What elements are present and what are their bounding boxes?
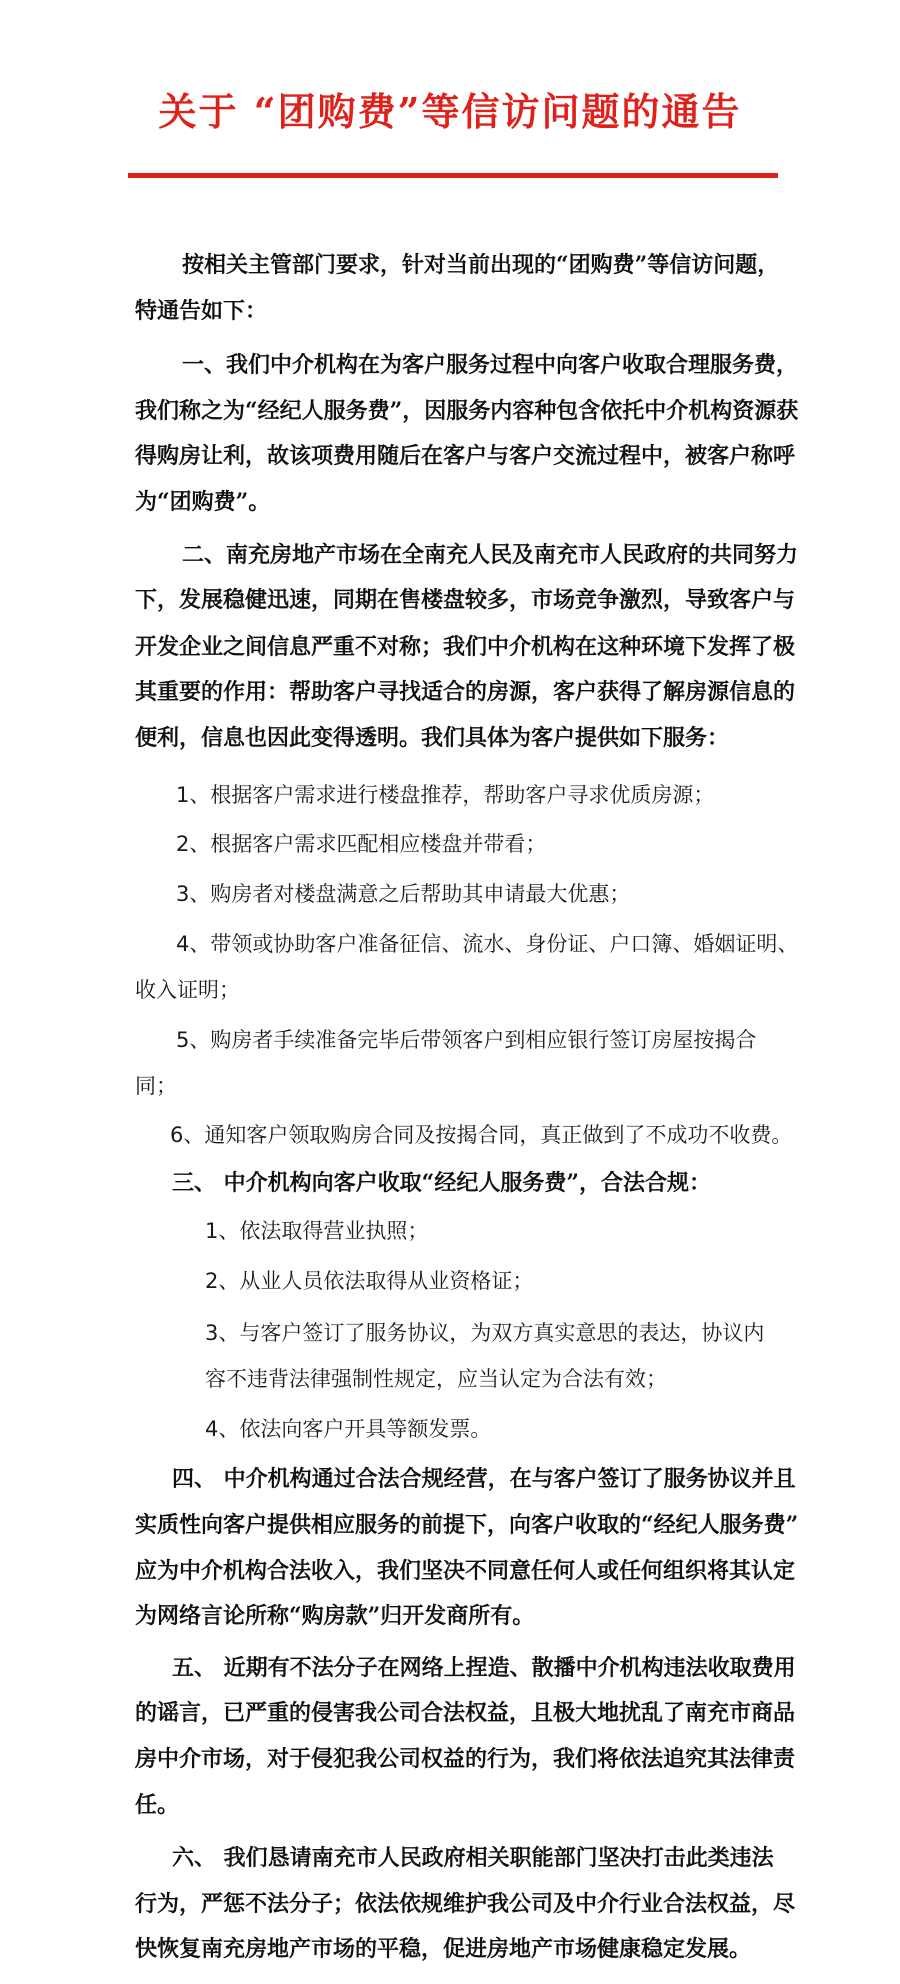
document-line: 一、我们中介机构在为客户服务过程中向客户收取合理服务费， <box>182 352 799 378</box>
document-line: 1、根据客户需求进行楼盘推荐，帮助客户寻求优质房源； <box>176 783 715 807</box>
document-line: 应为中介机构合法收入，我们坚决不同意任何人或任何组织将其认定 <box>135 1558 796 1584</box>
document-line: 同； <box>135 1074 177 1098</box>
document-line: 六、 我们恳请南充市人民政府相关职能部门坚决打击此类违法 <box>172 1845 774 1871</box>
document-line: 2、从业人员依法取得从业资格证； <box>205 1269 534 1293</box>
document-line: 容不违背法律强制性规定，应当认定为合法有效； <box>205 1367 667 1391</box>
document-line: 5、购房者手续准备完毕后带领客户到相应银行签订房屋按揭合 <box>176 1028 757 1052</box>
document-line: 2、根据客户需求匹配相应楼盘并带看； <box>176 832 547 856</box>
document-line: 4、带领或协助客户准备征信、流水、身份证、户口簿、婚姻证明、 <box>176 932 799 956</box>
document-line: 得购房让利，故该项费用随后在客户与客户交流过程中，被客户称呼 <box>135 443 796 469</box>
document-line: 三、 中介机构向客户收取“经纪人服务费”，合法合规： <box>172 1170 711 1196</box>
document-line: 3、与客户签订了服务协议，为双方真实意思的表达，协议内 <box>205 1321 765 1345</box>
document-line: 收入证明； <box>135 978 240 1002</box>
document-line: 二、南充房地产市场在全南充人民及南充市人民政府的共同努力 <box>182 542 799 568</box>
document-line: 便利，信息也因此变得透明。我们具体为客户提供如下服务： <box>135 725 730 751</box>
document-line: 4、依法向客户开具等额发票。 <box>205 1417 492 1441</box>
title-divider <box>128 173 778 178</box>
document-line: 行为，严惩不法分子；依法依规维护我公司及中介行业合法权益，尽 <box>135 1891 796 1917</box>
document-line: 开发企业之间信息严重不对称；我们中介机构在这种环境下发挥了极 <box>135 634 796 660</box>
document-line: 快恢复南充房地产市场的平稳，促进房地产市场健康稳定发展。 <box>135 1936 752 1962</box>
document-line: 下，发展稳健迅速，同期在售楼盘较多，市场竞争激烈，导致客户与 <box>135 587 796 613</box>
document-line: 为网络言论所称“购房款”归开发商所有。 <box>135 1603 535 1629</box>
document-line: 为“团购费”。 <box>135 489 271 515</box>
document-line: 特通告如下： <box>135 298 268 324</box>
document-line: 四、 中介机构通过合法合规经营，在与客户签订了服务协议并且 <box>172 1466 796 1492</box>
document-line: 的谣言，已严重的侵害我公司合法权益，且极大地扰乱了南充市商品 <box>135 1700 796 1726</box>
document-line: 3、购房者对楼盘满意之后帮助其申请最大优惠； <box>176 882 631 906</box>
document-line: 五、 近期有不法分子在网络上捏造、散播中介机构违法收取费用 <box>172 1655 796 1681</box>
document-line: 任。 <box>135 1792 180 1818</box>
document-line: 我们称之为“经纪人服务费”，因服务内容种包含依托中介机构资源获 <box>135 398 799 424</box>
document-line: 其重要的作用：帮助客户寻找适合的房源，客户获得了解房源信息的 <box>135 679 796 705</box>
document-line: 房中介市场，对于侵犯我公司权益的行为，我们将依法追究其法律责 <box>135 1746 796 1772</box>
document-line: 6、通知客户领取购房合同及按揭合同，真正做到了不成功不收费。 <box>170 1123 793 1147</box>
document-line: 实质性向客户提供相应服务的前提下，向客户收取的“经纪人服务费” <box>135 1512 799 1538</box>
document-title: 关于 “团购费”等信访问题的通告 <box>158 89 742 134</box>
document-line: 1、依法取得营业执照； <box>205 1219 429 1243</box>
document-line: 按相关主管部门要求，针对当前出现的“团购费”等信访问题， <box>182 252 780 278</box>
